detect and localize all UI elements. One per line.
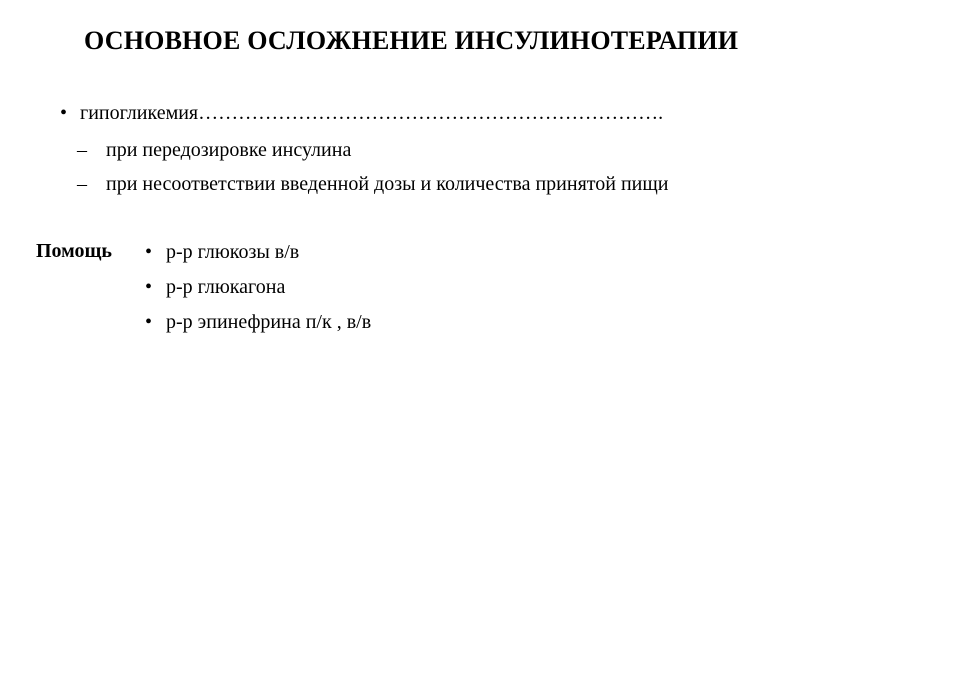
bullet-marker: • — [145, 311, 153, 333]
help-list-item — [145, 240, 371, 275]
main-bullet-item — [60, 102, 663, 125]
main-bullet-text: гипогликемия……………………………………………………………. — [80, 102, 664, 124]
help-item-text: р-р глюкагона — [166, 276, 286, 298]
sub-list-item — [77, 172, 668, 206]
help-list-item — [145, 275, 371, 310]
bullet-marker: • — [145, 276, 153, 298]
sub-list-item-text: при передозировке инсулина — [106, 139, 352, 161]
dash-marker: – — [77, 139, 87, 161]
sub-list-item-text: при несоответствии введенной дозы и количества принятой пищи — [106, 173, 669, 195]
help-item-text: р-р глюкозы в/в — [166, 241, 300, 263]
help-item-text: р-р эпинефрина п/к , в/в — [166, 311, 372, 333]
dash-marker: – — [77, 173, 87, 195]
sub-list-item — [77, 138, 668, 172]
bullet-marker: • — [145, 241, 153, 263]
bullet-marker: • — [60, 102, 68, 124]
slide-title: ОСНОВНОЕ ОСЛОЖНЕНИЕ ИНСУЛИНОТЕРАПИИ — [84, 26, 739, 55]
help-label: Помощь — [36, 240, 112, 262]
help-list — [145, 240, 371, 345]
sub-list — [77, 138, 668, 206]
help-list-item — [145, 310, 371, 345]
